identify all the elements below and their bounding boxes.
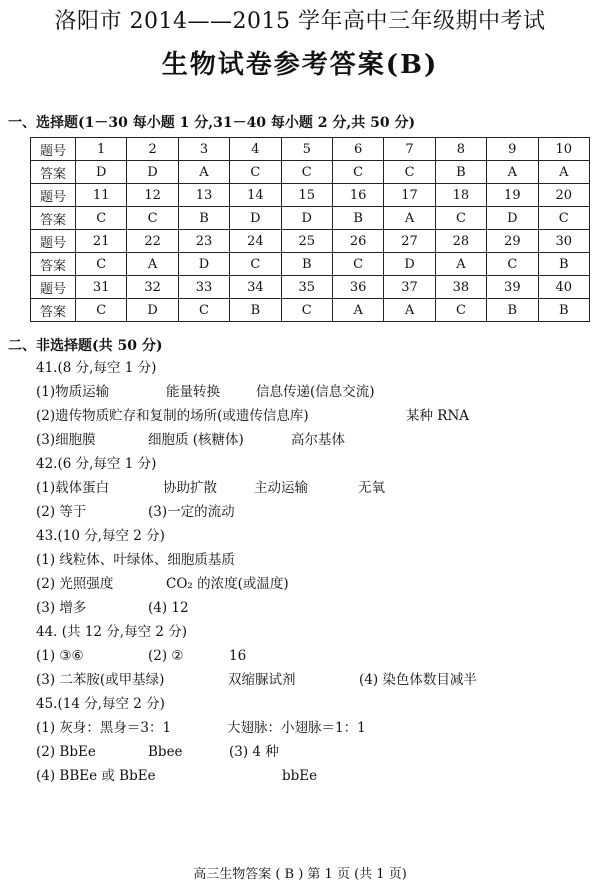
- question-number-cell: 36: [332, 276, 383, 299]
- answer-choice-cell: C: [435, 299, 486, 322]
- question-number-cell: 18: [435, 184, 486, 207]
- answer-item: 大翅脉：小翅脉＝1：1: [227, 720, 366, 736]
- answer-item: (3) 二苯胺(或甲基绿): [36, 672, 165, 688]
- section-choice-heading: 一、选择题(1－30 每小题 1 分,31－40 每小题 2 分,共 50 分): [8, 115, 416, 131]
- row-label: 题号: [31, 138, 76, 161]
- question-number-row: [31, 230, 590, 253]
- question-number-cell: 15: [281, 184, 332, 207]
- question-number-cell: 29: [487, 230, 538, 253]
- question-number-row: [31, 138, 590, 161]
- answer-choice-cell: C: [332, 161, 383, 184]
- answer-item: 能量转换: [166, 384, 220, 400]
- answer-item: (2) BbEe: [36, 744, 96, 760]
- answer-item: (2) 等于: [36, 504, 87, 520]
- question-number-cell: 23: [178, 230, 229, 253]
- answer-item: (3) 4 种: [229, 744, 279, 760]
- answer-item: (3)一定的流动: [148, 504, 235, 520]
- answer-line: [36, 428, 596, 452]
- question-number-cell: 25: [281, 230, 332, 253]
- answer-choice-cell: C: [332, 253, 383, 276]
- answer-line: [36, 380, 596, 404]
- row-label: 题号: [31, 276, 76, 299]
- question-number-row: [31, 276, 590, 299]
- question-number-cell: 21: [76, 230, 127, 253]
- answer-choice-cell: C: [281, 299, 332, 322]
- exam-title: 洛阳市 2014——2015 学年高中三年级期中考试: [54, 9, 546, 34]
- answer-line: [36, 668, 596, 692]
- question-number-cell: 28: [435, 230, 486, 253]
- answer-item: Bbee: [148, 744, 183, 760]
- question-number-cell: 1: [76, 138, 127, 161]
- question-number-cell: 10: [538, 138, 589, 161]
- answer-row: [31, 253, 590, 276]
- question-number-cell: 13: [178, 184, 229, 207]
- answer-item: (1)载体蛋白: [36, 480, 110, 496]
- answer-line: [36, 356, 596, 380]
- answer-line: [36, 452, 596, 476]
- answer-item: 41.(8 分,每空 1 分): [36, 360, 157, 376]
- answer-item: 协助扩散: [163, 480, 217, 496]
- answer-choice-cell: D: [76, 161, 127, 184]
- answer-line: [36, 620, 596, 644]
- answer-choice-cell: A: [332, 299, 383, 322]
- question-number-cell: 40: [538, 276, 589, 299]
- question-number-cell: 33: [178, 276, 229, 299]
- answer-line: [36, 596, 596, 620]
- row-label: 答案: [31, 299, 76, 322]
- answer-item: CO₂ 的浓度(或温度): [166, 576, 289, 592]
- answer-choice-cell: D: [127, 299, 178, 322]
- answer-item: (3)细胞膜: [36, 432, 96, 448]
- question-number-cell: 17: [384, 184, 435, 207]
- question-number-cell: 7: [384, 138, 435, 161]
- answer-table: [30, 137, 590, 322]
- question-number-cell: 31: [76, 276, 127, 299]
- answer-choice-cell: C: [76, 253, 127, 276]
- answer-row: [31, 299, 590, 322]
- answer-item: (2) 光照强度: [36, 576, 114, 592]
- answer-choice-cell: B: [178, 207, 229, 230]
- answer-line: [36, 764, 596, 788]
- answer-line: [36, 572, 596, 596]
- answer-choice-cell: B: [538, 253, 589, 276]
- answer-choice-cell: D: [230, 207, 281, 230]
- answer-item: 无氧: [358, 480, 385, 496]
- answer-lines: [36, 356, 596, 788]
- question-number-cell: 8: [435, 138, 486, 161]
- answer-choice-cell: C: [76, 207, 127, 230]
- row-label: 题号: [31, 230, 76, 253]
- answer-choice-cell: A: [384, 299, 435, 322]
- answer-item: (2) ②: [148, 648, 184, 664]
- answer-item: 45.(14 分,每空 2 分): [36, 696, 165, 712]
- answer-line: [36, 500, 596, 524]
- answer-item: (1) 灰身：黑身＝3：1: [36, 720, 172, 736]
- answer-item: bbEe: [282, 768, 318, 784]
- answer-item: 主动运输: [254, 480, 308, 496]
- question-number-cell: 39: [487, 276, 538, 299]
- answer-choice-cell: C: [538, 207, 589, 230]
- question-number-cell: 12: [127, 184, 178, 207]
- answer-line: [36, 524, 596, 548]
- answer-choice-cell: B: [538, 299, 589, 322]
- answer-choice-cell: A: [538, 161, 589, 184]
- answer-item: (4) BBEe 或 BbEe: [36, 768, 156, 784]
- row-label: 答案: [31, 253, 76, 276]
- question-number-cell: 35: [281, 276, 332, 299]
- answer-item: 44. (共 12 分,每空 2 分): [36, 624, 188, 640]
- question-number-row: [31, 184, 590, 207]
- page-footer: 高三生物答案 ( B ) 第 1 页 (共 1 页): [193, 867, 407, 882]
- answer-choice-cell: A: [487, 161, 538, 184]
- answer-choice-cell: C: [178, 299, 229, 322]
- answer-key-title: 生物试卷参考答案(B): [161, 50, 439, 80]
- row-label: 答案: [31, 207, 76, 230]
- question-number-cell: 11: [76, 184, 127, 207]
- question-number-cell: 2: [127, 138, 178, 161]
- question-number-cell: 20: [538, 184, 589, 207]
- row-label: 题号: [31, 184, 76, 207]
- question-number-cell: 5: [281, 138, 332, 161]
- answer-choice-cell: B: [281, 253, 332, 276]
- answer-item: 42.(6 分,每空 1 分): [36, 456, 157, 472]
- answer-choice-cell: C: [435, 207, 486, 230]
- answer-choice-cell: A: [435, 253, 486, 276]
- question-number-cell: 38: [435, 276, 486, 299]
- answer-choice-cell: D: [487, 207, 538, 230]
- question-number-cell: 22: [127, 230, 178, 253]
- answer-item: 高尔基体: [291, 432, 345, 448]
- answer-item: (3) 增多: [36, 600, 87, 616]
- answer-choice-cell: B: [332, 207, 383, 230]
- answer-item: 16: [229, 648, 247, 664]
- answer-item: (4) 染色体数目减半: [359, 672, 477, 688]
- answer-line: [36, 404, 596, 428]
- question-number-cell: 24: [230, 230, 281, 253]
- answer-item: 细胞质 (核糖体): [148, 432, 244, 448]
- question-number-cell: 34: [230, 276, 281, 299]
- answer-line: [36, 548, 596, 572]
- answer-item: (1)物质运输: [36, 384, 110, 400]
- answer-choice-cell: D: [281, 207, 332, 230]
- answer-choice-cell: C: [127, 207, 178, 230]
- section-open-heading: 二、非选择题(共 50 分): [8, 338, 163, 354]
- answer-item: (1) 线粒体、叶绿体、细胞质基质: [36, 552, 235, 568]
- answer-item: (2)遗传物质贮存和复制的场所(或遗传信息库): [36, 408, 309, 424]
- answer-choice-cell: C: [230, 161, 281, 184]
- answer-choice-cell: D: [127, 161, 178, 184]
- answer-item: 43.(10 分,每空 2 分): [36, 528, 165, 544]
- answer-line: [36, 644, 596, 668]
- answer-row: [31, 207, 590, 230]
- question-number-cell: 16: [332, 184, 383, 207]
- answer-choice-cell: C: [281, 161, 332, 184]
- answer-choice-cell: A: [127, 253, 178, 276]
- answer-choice-cell: C: [487, 253, 538, 276]
- question-number-cell: 9: [487, 138, 538, 161]
- question-number-cell: 32: [127, 276, 178, 299]
- answer-choice-cell: A: [178, 161, 229, 184]
- answer-choice-cell: B: [230, 299, 281, 322]
- question-number-cell: 3: [178, 138, 229, 161]
- answer-item: (1) ③⑥: [36, 648, 84, 664]
- question-number-cell: 26: [332, 230, 383, 253]
- answer-choice-cell: D: [178, 253, 229, 276]
- answer-row: [31, 161, 590, 184]
- answer-line: [36, 740, 596, 764]
- answer-line: [36, 716, 596, 740]
- answer-item: 某种 RNA: [406, 408, 470, 424]
- answer-line: [36, 476, 596, 500]
- answer-choice-cell: C: [384, 161, 435, 184]
- answer-line: [36, 692, 596, 716]
- question-number-cell: 19: [487, 184, 538, 207]
- question-number-cell: 14: [230, 184, 281, 207]
- question-number-cell: 4: [230, 138, 281, 161]
- answer-item: 信息传递(信息交流): [256, 384, 375, 400]
- answer-choice-cell: C: [76, 299, 127, 322]
- answer-choice-cell: D: [384, 253, 435, 276]
- answer-choice-cell: B: [435, 161, 486, 184]
- question-number-cell: 30: [538, 230, 589, 253]
- answer-choice-cell: A: [384, 207, 435, 230]
- answer-item: (4) 12: [148, 600, 189, 616]
- answer-choice-cell: B: [487, 299, 538, 322]
- answer-item: 双缩脲试剂: [228, 672, 296, 688]
- question-number-cell: 6: [332, 138, 383, 161]
- question-number-cell: 27: [384, 230, 435, 253]
- question-number-cell: 37: [384, 276, 435, 299]
- answer-choice-cell: C: [230, 253, 281, 276]
- row-label: 答案: [31, 161, 76, 184]
